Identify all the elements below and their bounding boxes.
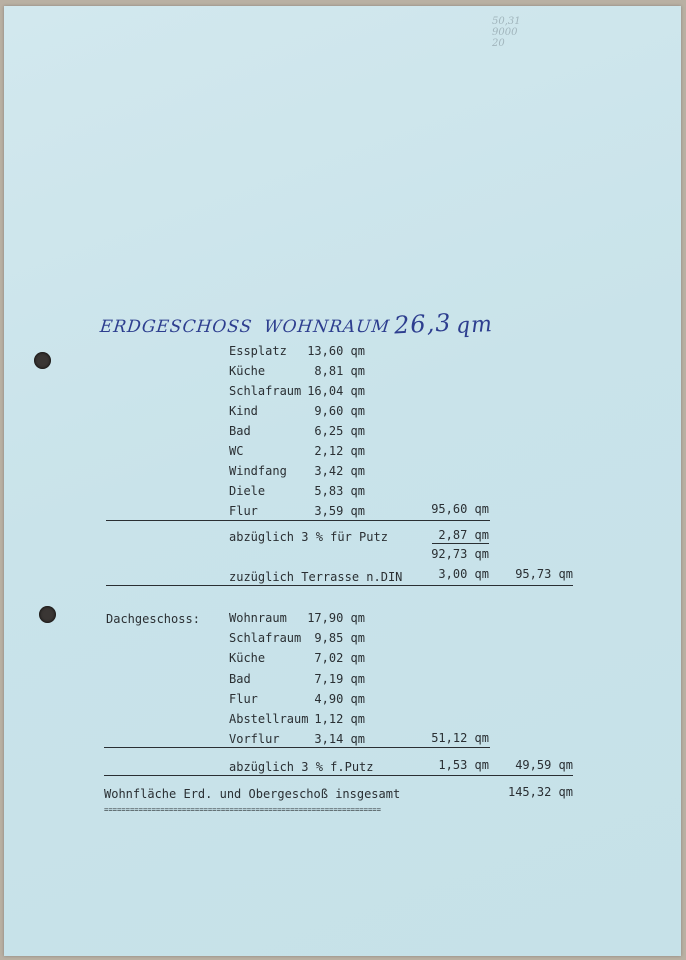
- ground-floor-room-name: Windfang: [229, 464, 287, 478]
- terrace-label: zuzüglich Terrasse n.DIN: [229, 570, 403, 584]
- ground-floor-room-name: WC: [229, 444, 244, 458]
- attic-room-area: 1,12 qm: [314, 712, 365, 726]
- ground-floor-room-area: 3,59 qm: [314, 504, 365, 518]
- attic-room-name: Abstellraum: [229, 712, 309, 726]
- grand-total-double-rule: ================================================================: [104, 805, 381, 814]
- grand-total-value: 145,32 qm: [507, 785, 573, 799]
- ground-floor-room-name: Bad: [229, 424, 251, 438]
- attic-room-name: Küche: [229, 651, 266, 666]
- attic-room-name: Schlafraum: [229, 631, 302, 646]
- handwritten-note: [100, 310, 493, 338]
- attic-room-area: 7,19 qm: [314, 671, 365, 686]
- corner-note: [492, 16, 521, 49]
- punch-hole-top: [34, 352, 51, 369]
- attic-room-name: Vorflur: [229, 732, 280, 747]
- ground-floor-total-rule: [106, 585, 573, 586]
- attic-total: 49,59 qm: [515, 758, 573, 772]
- attic-room-area: 4,90 qm: [314, 691, 365, 706]
- attic-label: Dachgeschoss:: [106, 612, 200, 626]
- handwritten-floor: ERDGESCHOSS: [98, 317, 254, 337]
- ground-floor-room-area: 3,42 qm: [314, 464, 365, 478]
- ground-floor-deduction-label: abzüglich 3 % für Putz: [229, 530, 388, 544]
- corner-note-line: 20: [492, 38, 505, 49]
- ground-floor-deduction-value: 2,87 qm: [438, 528, 489, 542]
- attic-subtotal: 51,12 qm: [431, 731, 489, 745]
- attic-room-area: 17,90 qm: [307, 611, 365, 625]
- ground-floor-room-name: Flur: [229, 504, 258, 518]
- ground-floor-room-area: 2,12 qm: [314, 444, 365, 458]
- attic-room-name: Bad: [229, 671, 251, 686]
- ground-floor-room-name: Schlafraum: [229, 384, 302, 398]
- ground-floor-room-area: 8,81 qm: [314, 364, 365, 378]
- attic-room-area: 9,85 qm: [314, 631, 365, 646]
- ground-floor-room-name: Essplatz: [229, 344, 287, 358]
- ground-floor-after-deduction: 92,73 qm: [431, 547, 489, 561]
- ground-floor-room-name: Kind: [229, 404, 258, 418]
- ground-floor-room-area: 16,04 qm: [307, 384, 365, 398]
- ground-floor-room-area: 6,25 qm: [314, 424, 365, 438]
- handwritten-unit: qm: [454, 312, 494, 339]
- attic-room-name: Flur: [229, 691, 258, 706]
- handwritten-room: WOHNRAUM: [263, 317, 392, 337]
- ground-floor-room-area: 13,60 qm: [307, 344, 365, 358]
- ground-floor-room-area: 9,60 qm: [314, 404, 365, 418]
- ground-floor-room-name: Diele: [229, 484, 266, 498]
- corner-note-line: 50,31: [492, 16, 521, 27]
- attic-room-area: 3,14 qm: [314, 732, 365, 747]
- ground-floor-total: 95,73 qm: [515, 567, 573, 581]
- attic-rule: [104, 747, 490, 748]
- handwritten-value: 26,3: [393, 308, 453, 340]
- grand-total-label: Wohnfläche Erd. und Obergeschoß insgesamt: [104, 787, 401, 801]
- ground-floor-subtotal: 95,60 qm: [431, 502, 489, 516]
- deduction-rule: [432, 543, 489, 544]
- ground-floor-room-name: Küche: [229, 364, 266, 378]
- attic-total-rule: [104, 775, 573, 776]
- ground-floor-room-area: 5,83 qm: [314, 484, 365, 498]
- attic-room-area: 7,02 qm: [314, 651, 365, 666]
- attic-deduction-label: abzüglich 3 % f.Putz: [229, 760, 374, 774]
- ground-floor-rule: [106, 520, 490, 521]
- terrace-value: 3,00 qm: [438, 567, 489, 581]
- punch-hole-bottom: [39, 606, 56, 623]
- corner-note-line: 9000: [492, 27, 518, 38]
- attic-room-name: Wohnraum: [229, 611, 287, 625]
- attic-deduction-value: 1,53 qm: [438, 758, 489, 772]
